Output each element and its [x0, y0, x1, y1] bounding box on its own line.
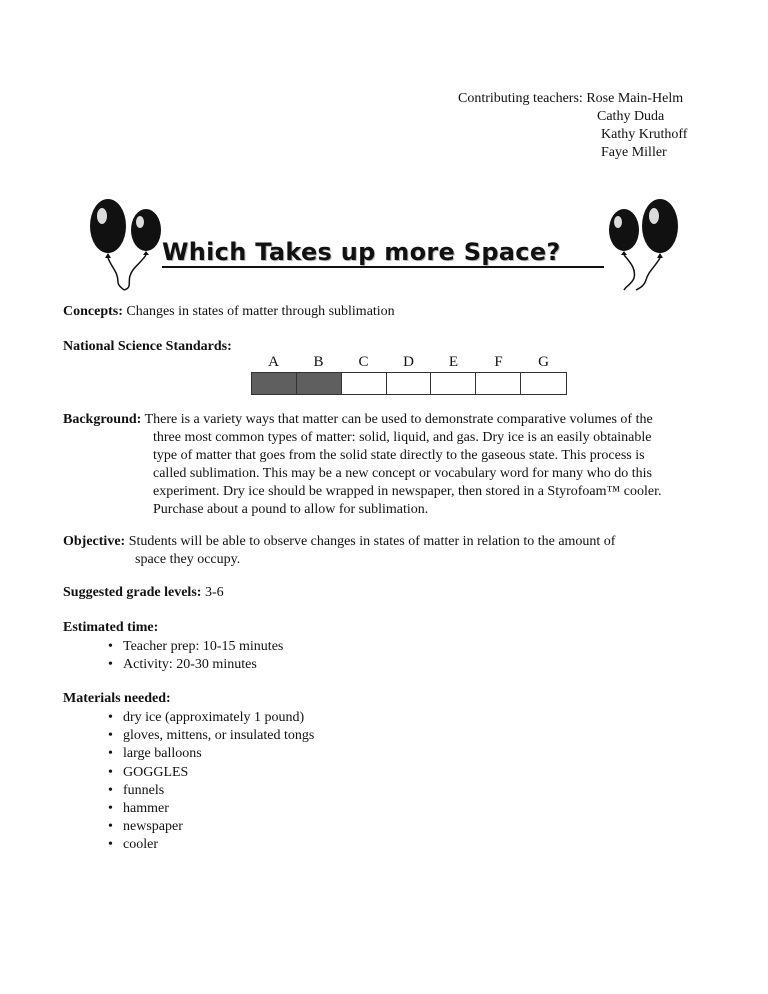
materials-heading [63, 691, 171, 707]
standard-cell-a [252, 373, 297, 394]
list-item: • dry ice (approximately 1 pound) [108, 709, 314, 727]
standard-cell-c [342, 373, 387, 394]
concepts-section [63, 304, 395, 320]
background-line: three most common types of matter: solid, liquid, and gas. Dry ice is an easily obtainable [153, 430, 652, 445]
standard-letter: C [358, 354, 369, 370]
list-item: • GOGGLES [108, 764, 314, 782]
standard-letter: F [494, 354, 503, 370]
objective-line: Students will be able to observe changes in states of matter in relation to the amount of [128, 534, 616, 549]
teacher-name: Rose Main-Helm [586, 91, 684, 106]
background-line: experiment. Dry ice should be wrapped in newspaper, then stored in a Styrofoam™ cooler. [153, 484, 662, 499]
standard-letter: D [403, 354, 414, 370]
standard-letter: A [268, 354, 279, 370]
objective-label: Objective: [63, 534, 126, 549]
page-title: Which Takes up more Space? [162, 238, 561, 266]
estimated-time-list [108, 638, 283, 674]
teacher-name: Kathy Kruthoff [601, 127, 688, 142]
standard-cell-f [476, 373, 521, 394]
background-line: There is a variety ways that matter can be used to demonstrate comparative volumes of the [144, 412, 653, 427]
list-item: • cooler [108, 836, 314, 854]
list-item: • newspaper [108, 818, 314, 836]
contributing-teachers [458, 90, 687, 162]
standard-letter: G [538, 354, 549, 370]
grade-levels-section [63, 585, 224, 601]
objective-line: space they occupy. [135, 552, 241, 567]
estimated-time-heading [63, 620, 158, 636]
balloons-icon [596, 196, 686, 292]
background-line: Purchase about a pound to allow for sublimation. [153, 502, 429, 517]
concepts-text: Changes in states of matter through sublimation [126, 304, 395, 319]
objective-section [63, 533, 615, 569]
balloons-icon [82, 196, 172, 292]
standard-letter: B [313, 354, 324, 370]
list-item: • large balloons [108, 745, 314, 763]
background-section [63, 411, 703, 519]
materials-list [108, 709, 314, 855]
standards-grid [251, 372, 567, 395]
standards-label: National Science Standards: [63, 339, 232, 354]
teacher-name: Cathy Duda [597, 109, 665, 124]
standards-heading [63, 339, 232, 355]
teacher-name: Faye Miller [601, 145, 667, 160]
background-label: Background: [63, 412, 142, 427]
materials-label: Materials needed: [63, 691, 171, 706]
standard-cell-b [297, 373, 342, 394]
list-item: • funnels [108, 782, 314, 800]
list-item: • gloves, mittens, or insulated tongs [108, 727, 314, 745]
list-item: • Activity: 20-30 minutes [108, 656, 283, 674]
standard-letter: E [448, 354, 459, 370]
standard-cell-d [387, 373, 432, 394]
grade-levels-value: 3-6 [204, 585, 224, 600]
list-item: • Teacher prep: 10-15 minutes [108, 638, 283, 656]
title-banner [82, 196, 686, 292]
standard-cell-g [521, 373, 566, 394]
contributors-label: Contributing teachers: [458, 91, 583, 106]
grade-levels-label: Suggested grade levels: [63, 585, 202, 600]
standard-cell-e [431, 373, 476, 394]
background-line: called sublimation. This may be a new concept or vocabulary word for many who do this [153, 466, 652, 481]
estimated-time-label: Estimated time: [63, 620, 159, 635]
standards-letters [251, 354, 567, 372]
background-line: type of matter that goes from the solid state directly to the gaseous state. This process is [153, 448, 645, 463]
title-underline [162, 266, 604, 268]
list-item: • hammer [108, 800, 314, 818]
concepts-label: Concepts: [63, 304, 123, 319]
